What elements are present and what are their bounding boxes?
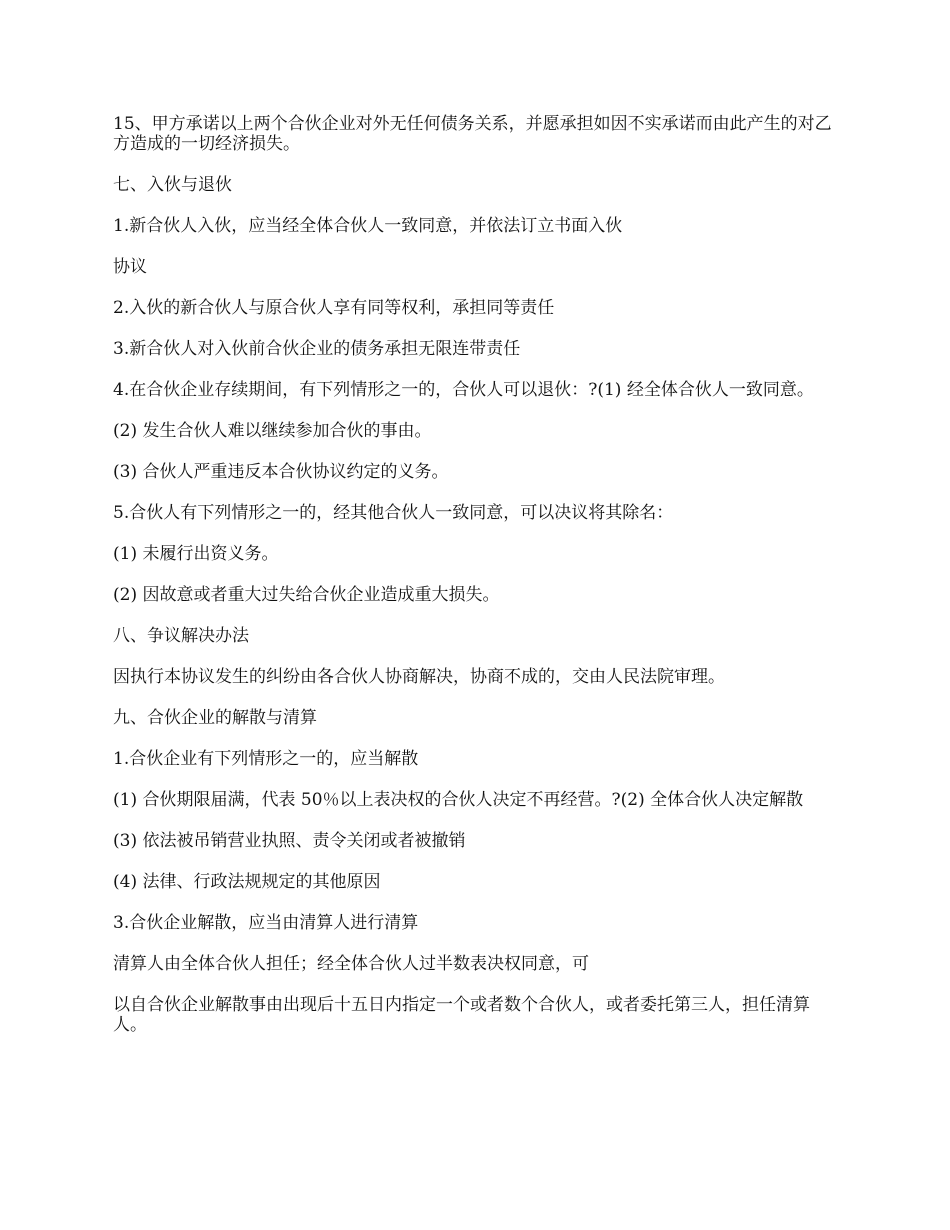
- paragraph-liquidator: 清算人由全体合伙人担任；经全体合伙人过半数表决权同意，可: [113, 954, 589, 974]
- paragraph-removal-5: 5.合伙人有下列情形之一的，经其他合伙人一致同意，可以决议将其除名：: [113, 503, 674, 523]
- paragraph-withdrawal-4-item-2: (2) 发生合伙人难以继续参加合伙的事由。: [113, 421, 432, 441]
- paragraph-dissolution-item-3: (3) 依法被吊销营业执照、责令关闭或者被撤销: [113, 831, 466, 851]
- paragraph-admission-2: 2.入伙的新合伙人与原合伙人享有同等权利，承担同等责任: [113, 298, 555, 318]
- paragraph-commitment-15: 15、甲方承诺以上两个合伙企业对外无任何债务关系，并愿承担如因不实承诺而由此产生的对乙方造成的一切经济损失。: [113, 114, 832, 154]
- paragraph-admission-1-continued: 协议: [113, 257, 147, 277]
- section-heading-dispute-resolution: 八、争议解决办法: [113, 626, 249, 646]
- paragraph-withdrawal-4-item-3: (3) 合伙人严重违反本合伙协议约定的义务。: [113, 462, 449, 482]
- paragraph-removal-5-item-1: (1) 未履行出资义务。: [113, 544, 279, 564]
- paragraph-dispute-resolution: 因执行本协议发生的纠纷由各合伙人协商解决，协商不成的，交由人民法院审理。: [113, 667, 725, 687]
- paragraph-removal-5-item-2: (2) 因故意或者重大过失给合伙企业造成重大损失。: [113, 585, 500, 605]
- section-heading-dissolution-liquidation: 九、合伙企业的解散与清算: [113, 708, 317, 728]
- paragraph-admission-1: 1.新合伙人入伙，应当经全体合伙人一致同意，并依法订立书面入伙: [113, 216, 623, 236]
- section-heading-admission-withdrawal: 七、入伙与退伙: [113, 175, 232, 195]
- paragraph-admission-3: 3.新合伙人对入伙前合伙企业的债务承担无限连带责任: [113, 339, 521, 359]
- paragraph-liquidation-3: 3.合伙企业解散，应当由清算人进行清算: [113, 913, 419, 933]
- paragraph-dissolution-item-1-2: (1) 合伙期限届满，代表 50％以上表决权的合伙人决定不再经营。?(2) 全体合伙人决定解散: [113, 790, 804, 810]
- paragraph-liquidator-continued: 以自合伙企业解散事由出现后十五日内指定一个或者数个合伙人，或者委托第三人，担任清算人。: [113, 995, 810, 1035]
- paragraph-dissolution-1: 1.合伙企业有下列情形之一的，应当解散: [113, 749, 419, 769]
- document-body: [113, 114, 843, 1056]
- paragraph-dissolution-item-4: (4) 法律、行政法规规定的其他原因: [113, 872, 381, 892]
- paragraph-withdrawal-4: 4.在合伙企业存续期间，有下列情形之一的，合伙人可以退伙：?(1) 经全体合伙人一致同意。: [113, 380, 814, 400]
